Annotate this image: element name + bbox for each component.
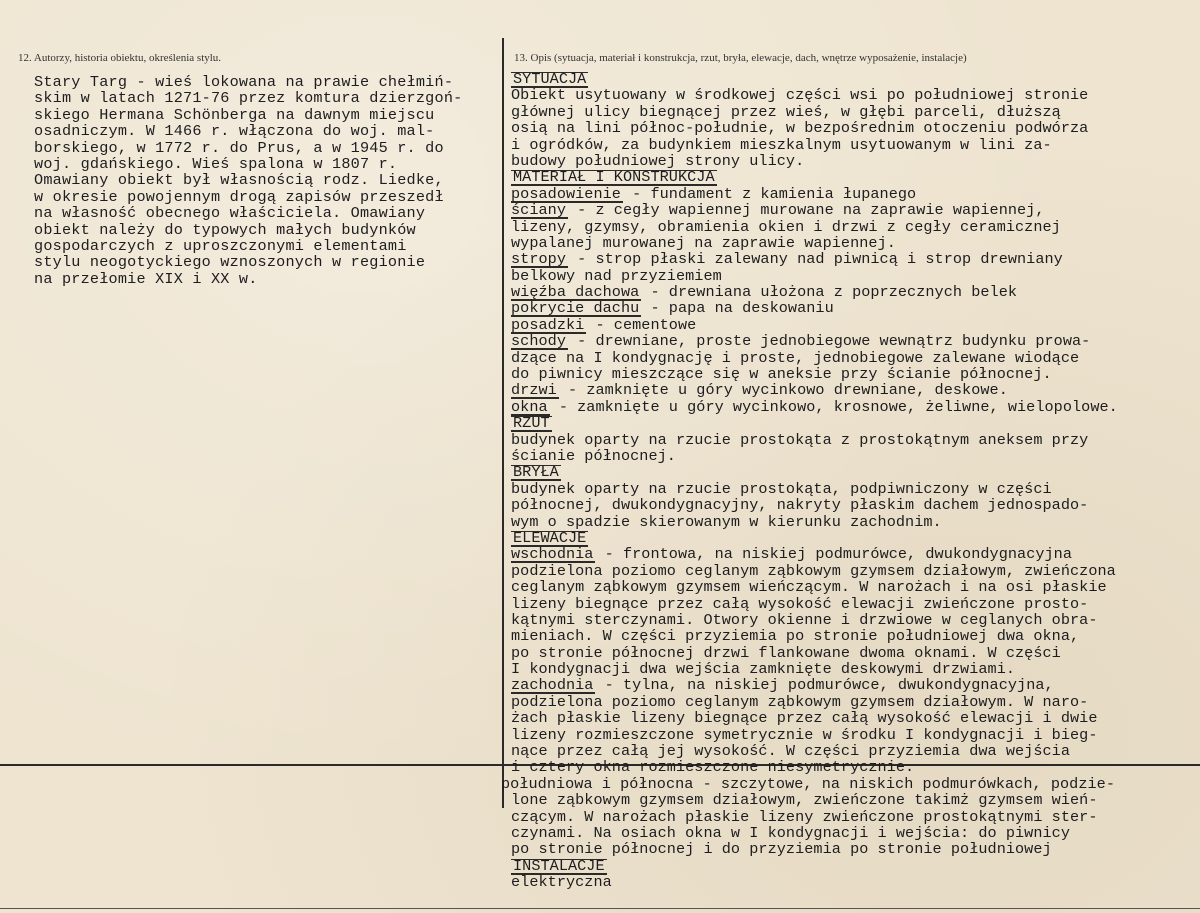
line-text: osią na lini północ-południe, w bezpośrednim otoczeniu podwórza xyxy=(511,119,1089,138)
section-heading xyxy=(511,169,1197,185)
section-heading-label: INSTALACJE xyxy=(513,856,605,875)
line-text: - papa na deskowaniu xyxy=(641,299,834,318)
line-text: kątnymi sterczynami. Otwory okienne i drzwiowe w ceglanych obra- xyxy=(511,610,1098,629)
term-label: posadowienie xyxy=(511,184,621,203)
text-line: gospodarczych z uproszczonymi elementami xyxy=(34,237,407,256)
line-text: czącym. W narożach płaskie lizeny zwieńczone prostokątnymi ster- xyxy=(511,807,1098,826)
line-text: głównej ulicy biegnącej przez wieś, w głębi parceli, dłuższą xyxy=(511,102,1061,121)
text-line xyxy=(511,153,1197,169)
text-line xyxy=(511,514,1197,530)
term-label: stropy xyxy=(511,250,566,269)
text-line xyxy=(511,661,1197,677)
line-text: północnej, dwukondygnacyjny, nakryty płaskim dachem jednospado- xyxy=(511,496,1089,515)
line-text: po stronie północnej i do przyziemia po stronie południowej xyxy=(511,840,1052,859)
line-text: mieniach. W części przyziemia po stronie południowej dwa okna, xyxy=(511,627,1080,646)
text-line xyxy=(511,350,1197,366)
section-heading-label: SYTUACJA xyxy=(513,70,587,88)
term-label: więźba dachowa xyxy=(511,283,640,302)
term-label: schody xyxy=(511,332,566,351)
text-line xyxy=(511,612,1197,628)
line-text: budowy południowej strony ulicy. xyxy=(511,151,805,170)
line-text: - drewniana ułożona z poprzecznych belek xyxy=(641,283,1018,302)
bottom-edge-line xyxy=(0,908,1200,909)
line-text: - zamknięte u góry wycinkowo drewniane, deskowe. xyxy=(558,381,1008,400)
text-line xyxy=(511,120,1197,136)
section-heading xyxy=(511,71,1197,87)
column-divider xyxy=(502,38,504,808)
line-text: elektryczna xyxy=(511,873,612,892)
line-text: - zamknięte u góry wycinkowo, krosnowe, żeliwne, wielopolowe. xyxy=(549,397,1118,416)
line-text: - fundament z kamienia łupanego xyxy=(622,184,917,203)
text-line xyxy=(511,645,1197,661)
section-heading-label: RZUT xyxy=(513,414,550,433)
text-line xyxy=(511,743,1197,759)
term-label: wschodnia xyxy=(511,545,594,564)
line-text: żach płaskie lizeny biegnące przez całą wysokość elewacji i dwie xyxy=(511,709,1098,728)
line-text: czynami. Na osiach okna w I kondygnacji i wejścia: do piwnicy xyxy=(511,823,1071,842)
text-line xyxy=(511,284,1197,300)
text-line xyxy=(511,382,1197,398)
text-line xyxy=(511,317,1197,333)
line-text: podzielona poziomo ceglanym ząbkowym gzymsem działowym. W naro- xyxy=(511,692,1089,711)
right-column-header: 13. Opis (sytuacja, materiał i konstrukcja, rzut, bryła, elewacje, dach, wnętrze wyposażenie, instalacje) xyxy=(514,52,967,64)
text-line xyxy=(511,727,1197,743)
term-label: zachodnia xyxy=(511,676,594,695)
line-text: południowa i północna - szczytowe, na niskich podmurówkach, podzie- xyxy=(501,774,1115,793)
term-label: posadzki xyxy=(511,315,585,334)
text-line xyxy=(511,202,1197,218)
line-text: nące przez całą jej wysokość. W części przyziemia dwa wejścia xyxy=(511,742,1071,761)
text-line xyxy=(511,399,1197,415)
line-text: ścianie północnej. xyxy=(511,446,676,465)
text-line: stylu neogotyckiego wznoszonych w regionie xyxy=(34,253,426,272)
term-label: okna xyxy=(511,397,548,416)
text-line xyxy=(511,300,1197,316)
line-text: wypalanej murowanej na zaprawie wapiennej. xyxy=(511,233,896,252)
term-label: pokrycie dachu xyxy=(511,299,640,318)
text-line xyxy=(511,628,1197,644)
text-line xyxy=(511,268,1197,284)
text-line xyxy=(511,137,1197,153)
text-line: woj. gdańskiego. Wieś spalona w 1807 r. xyxy=(34,155,398,174)
line-text: ceglanym ząbkowym gzymsem wieńczącym. W narożach i na osi płaskie xyxy=(511,578,1107,597)
text-line: Stary Targ - wieś lokowana na prawie chełmiń- xyxy=(34,73,454,91)
line-text: lizeny, gzymsy, obramienia okien i drzwi z cegły ceramicznej xyxy=(511,217,1061,236)
text-line: borskiego, w 1772 r. do Prus, a w 1945 r. do xyxy=(34,138,444,157)
text-line xyxy=(511,481,1197,497)
text-line: Omawiany obiekt był własnością rodz. Liedke, xyxy=(34,171,444,190)
text-line xyxy=(511,366,1197,382)
text-line: na własność obecnego właściciela. Omawiany xyxy=(34,204,426,223)
text-line: na przełomie XIX i XX w. xyxy=(34,269,258,288)
line-text: wym o spadzie skierowanym w kierunku zachodnim. xyxy=(511,512,942,531)
text-line xyxy=(511,841,1197,857)
section-heading xyxy=(511,415,1197,431)
text-line: skim w latach 1271-76 przez komtura dzierzgoń- xyxy=(34,89,463,108)
text-line xyxy=(501,776,1197,792)
line-text: do piwnicy mieszczące się w aneksie przy ścianie północnej. xyxy=(511,365,1052,384)
text-line xyxy=(511,809,1197,825)
text-line xyxy=(511,104,1197,120)
history-text xyxy=(34,74,494,287)
text-line xyxy=(511,596,1197,612)
line-text: budynek oparty na rzucie prostokąta z prostokątnym aneksem przy xyxy=(511,430,1089,449)
section-heading-label: ELEWACJE xyxy=(513,528,587,547)
line-text: - z cegły wapiennej murowane na zaprawie wapiennej, xyxy=(567,201,1045,220)
line-text: - tylna, na niskiej podmurówce, dwukondygnacyjna, xyxy=(595,676,1054,695)
text-line xyxy=(511,546,1197,562)
term-label: ściany xyxy=(511,201,566,220)
text-line xyxy=(511,563,1197,579)
text-line xyxy=(511,87,1197,103)
text-line xyxy=(511,579,1197,595)
text-line xyxy=(511,759,1197,775)
text-line xyxy=(511,448,1197,464)
line-text: - drewniane, proste jednobiegowe wewnątrz budynku prowa- xyxy=(567,332,1091,351)
text-line xyxy=(511,219,1197,235)
text-line xyxy=(511,694,1197,710)
term-label: drzwi xyxy=(511,381,557,400)
line-text: belkowy nad przyziemiem xyxy=(511,266,722,285)
line-text: budynek oparty na rzucie prostokąta, podpiwniczony w części xyxy=(511,479,1052,498)
text-line: osadniczym. W 1466 r. włączona do woj. mal- xyxy=(34,122,435,141)
text-line xyxy=(511,235,1197,251)
text-line xyxy=(511,825,1197,841)
section-heading xyxy=(511,530,1197,546)
line-text: po stronie północnej drzwi flankowane dwoma oknami. W części xyxy=(511,643,1061,662)
line-text: - cementowe xyxy=(586,315,697,334)
line-text: I kondygnacji dwa wejścia zamknięte deskowymi drzwiami. xyxy=(511,660,1016,679)
section-heading xyxy=(511,464,1197,480)
description-text xyxy=(501,70,1197,892)
line-text: - frontowa, na niskiej podmurówce, dwukondygnacyjna xyxy=(595,545,1073,564)
text-line: skiego Hermana Schönberga na dawnym miejscu xyxy=(34,105,435,124)
text-line xyxy=(511,677,1197,693)
text-line xyxy=(511,497,1197,513)
text-line xyxy=(511,432,1197,448)
text-line xyxy=(511,792,1197,808)
line-text: i cztery okna rozmieszczone niesymetrycznie. xyxy=(511,758,915,777)
text-line: obiekt należy do typowych małych budynków xyxy=(34,220,416,239)
line-text: dzące na I kondygnację i proste, jednobiegowe zalewane wiodące xyxy=(511,348,1080,367)
section-heading xyxy=(511,858,1197,874)
section-heading-label: MATERIAŁ I KONSTRUKCJA xyxy=(513,168,715,187)
text-line xyxy=(511,251,1197,267)
section-heading-label: BRYŁA xyxy=(513,463,559,482)
text-line xyxy=(511,186,1197,202)
line-text: - strop płaski zalewany nad piwnicą i strop drewniany xyxy=(567,250,1063,269)
text-line: w okresie powojennym drogą zapisów przeszedł xyxy=(34,187,444,206)
text-line xyxy=(511,333,1197,349)
text-line xyxy=(511,874,1197,890)
text-line xyxy=(511,710,1197,726)
line-text: i ogródków, za budynkiem mieszkalnym usytuowanym w lini za- xyxy=(511,135,1052,154)
line-text: lone ząbkowym gzymsem działowym, zwieńczone takimż gzymsem wień- xyxy=(511,791,1098,810)
left-column-header: 12. Autorzy, historia obiektu, określenia stylu. xyxy=(18,52,222,64)
line-text: podzielona poziomo ceglanym ząbkowym gzymsem działowym, zwieńczona xyxy=(511,561,1116,580)
line-text: lizeny rozmieszczone symetrycznie w środku I kondygnacji i bieg- xyxy=(511,725,1098,744)
line-text: Obiekt usytuowany w środkowej części wsi po południowej stronie xyxy=(511,86,1089,105)
line-text: lizeny biegnące przez całą wysokość elewacji zwieńczone prosto- xyxy=(511,594,1089,613)
